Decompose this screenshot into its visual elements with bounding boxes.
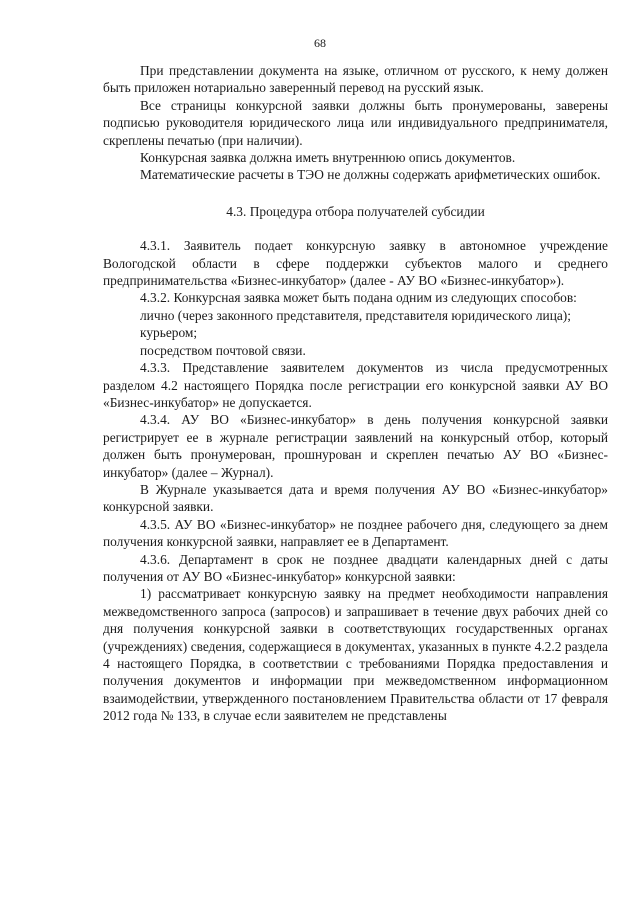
- paragraph: 4.3.1. Заявитель подает конкурсную заявку в автономное учреждение Вологодской области в сфере поддержки субъектов малого и среднего предпринимательства «Бизнес-инкубатор» (далее - АУ ВО «Бизнес-инкубатор»).: [103, 238, 608, 289]
- section-heading: 4.3. Процедура отбора получателей субсидии: [226, 203, 485, 219]
- page-number: 68: [314, 36, 326, 50]
- document-body: [103, 62, 608, 725]
- paragraph: 1) рассматривает конкурсную заявку на предмет необходимости направления межведомственного запроса (запросов) и запрашивает в течение двух рабочих дней со дня получения конкурсной заявки в соответствующих государственных органах (учреждениях) сведения, содержащиеся в документах, указанных в пункте 4.2.2 раздела 4 настоящего Порядка, в соответствии с требованиями Порядка предоставления и получения документов и информации при межведомственном информационном взаимодействии, утвержденного постановлением Правительства области от 17 февраля 2012 года № 133, в случае если заявителем не представлены: [103, 586, 608, 724]
- paragraph: посредством почтовой связи.: [140, 342, 306, 358]
- paragraph: Конкурсная заявка должна иметь внутреннюю опись документов.: [140, 150, 516, 166]
- paragraph: 4.3.3. Представление заявителем документов из числа предусмотренных разделом 4.2 настоящего Порядка после регистрации его конкурсной заявки АУ ВО «Бизнес-инкубатор» не допускается.: [103, 360, 608, 410]
- paragraph: 4.3.2. Конкурсная заявка может быть подана одним из следующих способов:: [140, 290, 577, 306]
- paragraph: лично (через законного представителя, представителя юридического лица);: [140, 307, 571, 323]
- paragraph: В Журнале указывается дата и время получения АУ ВО «Бизнес-инкубатор» конкурсной заявки.: [103, 481, 608, 515]
- paragraph: курьером;: [140, 325, 198, 341]
- paragraph: Все страницы конкурсной заявки должны быть пронумерованы, заверены подписью руководителя юридического лица или индивидуального предпринимателя, скреплены печатью (при наличии).: [103, 97, 608, 148]
- paragraph: 4.3.4. АУ ВО «Бизнес-инкубатор» в день получения конкурсной заявки регистрирует ее в журнале регистрации заявлений на конкурсный отбор, который должен быть пронумерован, прошнурован и скреплен печатью АУ ВО «Бизнес-инкубатор» (далее – Журнал).: [103, 412, 608, 480]
- paragraph: 4.3.6. Департамент в срок не позднее двадцати календарных дней с даты получения от АУ ВО «Бизнес-инкубатор» конкурсной заявки:: [103, 551, 608, 584]
- paragraph: Математические расчеты в ТЭО не должны содержать арифметических ошибок.: [140, 167, 601, 183]
- paragraph: При представлении документа на языке, отличном от русского, к нему должен быть приложен нотариально заверенный перевод на русский язык.: [103, 63, 608, 96]
- paragraph: 4.3.5. АУ ВО «Бизнес-инкубатор» не позднее рабочего дня, следующего за днем получения конкурсной заявки, направляет ее в Департамент.: [103, 516, 608, 550]
